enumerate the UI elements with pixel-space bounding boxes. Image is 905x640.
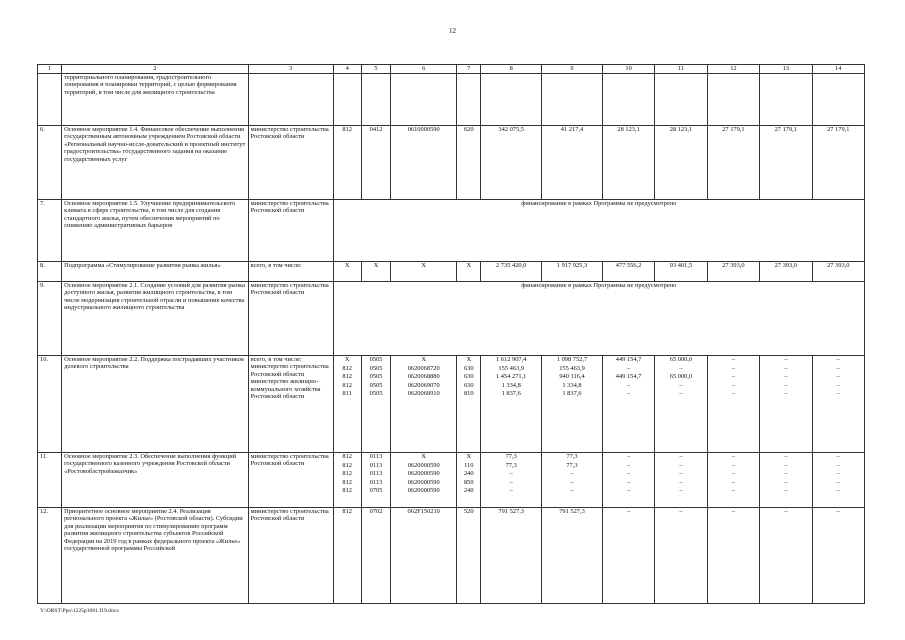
subrow-value: – xyxy=(731,356,735,363)
col-header: 2 xyxy=(62,65,249,74)
cell-value: 620 xyxy=(457,126,481,200)
cell-value: 27 179,1 xyxy=(760,126,812,200)
subrow-value: – xyxy=(679,364,683,372)
subrow-value: – xyxy=(679,470,683,477)
col-header: 10 xyxy=(602,65,654,74)
col-header: 6 xyxy=(391,65,457,74)
subrow-value: – xyxy=(731,390,735,397)
subrow-cells xyxy=(542,453,603,508)
subrow-cells xyxy=(602,356,654,453)
cell-value: 28 123,1 xyxy=(655,126,707,200)
subrow-value: 0620000590 xyxy=(407,470,440,477)
subrow-value: – xyxy=(509,478,513,486)
subrow-value: 240 xyxy=(463,487,474,494)
subrow-value: 812 xyxy=(342,453,352,460)
subrow-value: – xyxy=(731,373,735,380)
subrow-value: – xyxy=(836,356,840,363)
cell-value: 2 735 420,0 xyxy=(481,262,542,282)
executor-line: министерство жилищно-коммунального хозяйства Ростовской области xyxy=(250,378,321,401)
cell-value: 27 179,1 xyxy=(707,126,759,200)
cell-value: X xyxy=(361,262,390,282)
subrow-value: – xyxy=(836,461,840,469)
subrow-value: 1 837,6 xyxy=(501,390,521,397)
subrow-value: 1 612 907,4 xyxy=(496,356,527,363)
subrow-value: 0620000590 xyxy=(407,461,440,469)
table-row xyxy=(38,453,865,508)
subrow-cells xyxy=(602,453,654,508)
subrow-cells xyxy=(707,453,759,508)
subrow-value: 110 xyxy=(464,461,474,469)
cell-value: X xyxy=(333,262,361,282)
subrow-cells xyxy=(391,356,457,453)
cell-value: 520 xyxy=(457,508,481,604)
subrow-cells xyxy=(481,453,542,508)
subrow-value: – xyxy=(784,356,788,363)
subrow-value: 0505 xyxy=(369,356,383,363)
subrow-value: X xyxy=(421,356,427,363)
subrow-value: – xyxy=(679,461,683,469)
subrow-value: 1 334,8 xyxy=(501,381,521,389)
subrow-value: – xyxy=(836,487,840,494)
subrow-value: 0113 xyxy=(369,478,383,486)
cell-value: 812 xyxy=(333,126,361,200)
subrow-value: X xyxy=(466,453,472,460)
subrow-value: 0620000590 xyxy=(407,487,440,494)
subrow-value: – xyxy=(784,470,788,477)
cell-value: 27 393,0 xyxy=(812,262,865,282)
subrow-value: – xyxy=(731,487,735,494)
col-header: 3 xyxy=(248,65,333,74)
subrow-value: – xyxy=(836,478,840,486)
row-executor: министерство строительства Ростовской области xyxy=(248,126,333,200)
subrow-cells xyxy=(361,356,390,453)
subrow-value: 240 xyxy=(463,470,474,477)
row-executors xyxy=(248,356,333,453)
subrow-value: – xyxy=(836,453,840,460)
subrow-value: – xyxy=(626,478,631,486)
subrow-value: – xyxy=(784,461,788,469)
cell-value: 0412 xyxy=(361,126,390,200)
cell-value: 791 527,3 xyxy=(481,508,542,604)
cell-value: 93 401,5 xyxy=(655,262,707,282)
subrow-value: 77,3 xyxy=(505,461,517,469)
cell-value: 812 xyxy=(333,508,361,604)
subrow-cells xyxy=(655,356,707,453)
subrow-value: – xyxy=(509,470,513,477)
cell-value: – xyxy=(602,508,654,604)
subrow-value: 811 xyxy=(342,390,352,397)
subrow-value: 0505 xyxy=(369,373,383,380)
subrow-cells xyxy=(333,356,361,453)
row-name: Основное мероприятие 1.5. Улучшение предпринимательского климата в сфере строительства, в том числе для создания стандартного жилья, путем обеспечения мероприятий по снижению административных барьеров xyxy=(62,200,249,262)
row-number: 8. xyxy=(38,262,62,282)
subrow-value: – xyxy=(570,487,574,494)
subrow-value: – xyxy=(626,461,631,469)
cell-value: X xyxy=(391,262,457,282)
subrow-value: 0620068720 xyxy=(407,364,440,372)
subrow-value: 0705 xyxy=(369,487,383,494)
subrow-value: – xyxy=(836,470,840,477)
col-header: 7 xyxy=(457,65,481,74)
row-name: Основное мероприятие 1.4. Финансовое обеспечение выполнения государственным автономным учреждением Ростовской области «Региональный научно-иссле-довательский и проектный институт градостроительства» государственного задания на оказание государственных услуг xyxy=(62,126,249,200)
subrow-value: 1 334,8 xyxy=(562,381,582,389)
col-header: 12 xyxy=(707,65,759,74)
subrow-value: 1 098 752,7 xyxy=(556,356,588,363)
subrow-value: 0113 xyxy=(369,453,383,460)
row-number: 10. xyxy=(38,356,62,453)
subrow-value: 1 837,6 xyxy=(562,390,582,397)
row-number: 12. xyxy=(38,508,62,604)
subrow-value: – xyxy=(679,478,683,486)
subrow-value: 0620069070 xyxy=(407,381,440,389)
subrow-value: 812 xyxy=(342,364,352,372)
subrow-value: – xyxy=(731,381,735,389)
cell-value: X xyxy=(457,262,481,282)
cell-value: 791 527,3 xyxy=(542,508,603,604)
subrow-value: – xyxy=(836,381,840,389)
subrow-value: 155 463,9 xyxy=(498,364,524,372)
subrow-value: – xyxy=(784,381,788,389)
table-row xyxy=(38,508,865,604)
cell-value: – xyxy=(707,508,759,604)
row-executor: министерство строительства Ростовской области xyxy=(248,453,333,508)
col-header: 5 xyxy=(361,65,390,74)
subrow-value: X xyxy=(344,356,350,363)
subrow-cells xyxy=(333,453,361,508)
cell-value: 0702 xyxy=(361,508,390,604)
row-number xyxy=(38,74,62,126)
cell-value: 1 917 925,3 xyxy=(542,262,603,282)
subrow-value: 0505 xyxy=(369,390,383,397)
row-executor: всего, в том числе: xyxy=(248,262,333,282)
subrow-value: 77,3 xyxy=(566,461,578,469)
page-number: 12 xyxy=(449,27,456,35)
subrow-value: – xyxy=(784,364,788,372)
row-number: 6. xyxy=(38,126,62,200)
subrow-value: – xyxy=(836,390,840,397)
subrow-value: 449 154,7 xyxy=(615,373,642,380)
subrow-value: 630 xyxy=(463,373,474,380)
subrow-value: X xyxy=(421,453,427,460)
table-row xyxy=(38,200,865,262)
cell-value: 27 393,0 xyxy=(707,262,759,282)
budget-table xyxy=(37,64,865,604)
row-executor: министерство строительства Ростовской области xyxy=(248,282,333,356)
subrow-value: – xyxy=(731,461,735,469)
subrow-value: 0620068910 xyxy=(407,390,440,397)
executor-line: министерство строительства Ростовской области xyxy=(250,363,329,378)
subrow-cells xyxy=(457,356,481,453)
table-row xyxy=(38,356,865,453)
subrow-value: 0505 xyxy=(369,381,383,389)
executor-line: всего, в том числе: xyxy=(250,356,302,363)
cell-value: 27 179,1 xyxy=(812,126,865,200)
cell-value: – xyxy=(812,508,865,604)
row-executor: министерство строительства Ростовской области xyxy=(248,200,333,262)
cell-value: 41 217,4 xyxy=(542,126,603,200)
subrow-value: 77,3 xyxy=(505,453,517,460)
subrow-value: – xyxy=(679,453,683,460)
cell-value: 062F150210 xyxy=(391,508,457,604)
subrow-value: – xyxy=(784,453,788,460)
cell-value: 342 075,5 xyxy=(481,126,542,200)
col-header: 11 xyxy=(655,65,707,74)
subrow-value: 812 xyxy=(342,461,352,469)
header-row xyxy=(38,65,865,74)
row-name: Основное мероприятие 2.3. Обеспечение выполнения функций государственного казенного учреждения Ростовской области «Ростовоблстройзаказчик» xyxy=(62,453,249,508)
table-row xyxy=(38,282,865,356)
subrow-value: 65 000,0 xyxy=(669,373,693,380)
subrow-value: 65 000,0 xyxy=(669,356,693,363)
col-header: 4 xyxy=(333,65,361,74)
subrow-value: – xyxy=(509,487,513,494)
subrow-value: 850 xyxy=(463,478,474,486)
cell-value: 477 556,2 xyxy=(602,262,654,282)
subrow-value: 0505 xyxy=(369,364,383,372)
subrow-value: – xyxy=(626,364,631,372)
cell-value: – xyxy=(655,508,707,604)
row-number: 9. xyxy=(38,282,62,356)
subrow-value: – xyxy=(731,453,735,460)
subrow-value: – xyxy=(626,381,631,389)
subrow-cells xyxy=(655,453,707,508)
subrow-value: 77,3 xyxy=(566,453,578,460)
file-path-footer: Y:\ORST\Ppo\1225p1001.f19.docx xyxy=(40,608,120,614)
subrow-value: – xyxy=(731,478,735,486)
subrow-value: – xyxy=(626,453,631,460)
cell-value: – xyxy=(760,508,812,604)
subrow-value: 0620000590 xyxy=(407,478,440,486)
subrow-value: 449 154,7 xyxy=(615,356,642,363)
subrow-value: 810 xyxy=(463,390,474,397)
row-name: Приоритетное основное мероприятие 2.4. Реализация регионального проекта «Жилье» (Ростовской области). Субсидии для реализации мероприятия по стимулированию программ развития жилищного строительства субъектов Российской Федерации на 2019 год в рамках федерального проекта «Жилье» государственной программы Российской xyxy=(62,508,249,604)
subrow-cells xyxy=(760,453,812,508)
subrow-value: – xyxy=(626,487,631,494)
subrow-value: – xyxy=(570,478,574,486)
financing-note: финансирование в рамках Программы не предусмотрено xyxy=(333,282,864,356)
table-row xyxy=(38,262,865,282)
row-number: 7. xyxy=(38,200,62,262)
row-name: территориального планирования, градостроительного зонирования и планировки территорий, с целью формирования территорий, в том числе для жилищного строительства xyxy=(62,74,249,126)
subrow-cells xyxy=(812,356,865,453)
subrow-value: 0620068880 xyxy=(407,373,440,380)
subrow-value: 940 116,4 xyxy=(559,373,585,380)
subrow-value: – xyxy=(731,470,735,477)
subrow-value: – xyxy=(679,390,683,397)
subrow-value: 630 xyxy=(463,381,474,389)
subrow-value: X xyxy=(466,356,472,363)
col-header: 13 xyxy=(760,65,812,74)
row-name: Основное мероприятие 2.1. Создание условий для развития рынка доступного жилья, развития жилищного строительства, в том числе модернизация строительной отрасли и повышение качества индустриального жилищного строительства xyxy=(62,282,249,356)
col-header: 1 xyxy=(38,65,62,74)
cell-value: 28 123,1 xyxy=(602,126,654,200)
cell-value: 27 393,0 xyxy=(760,262,812,282)
subrow-value: 812 xyxy=(342,487,352,494)
row-name: Основное мероприятие 2.2. Поддержка пострадавших участников долевого строительства xyxy=(62,356,249,453)
subrow-value: 155 463,9 xyxy=(559,364,585,372)
col-header: 9 xyxy=(542,65,603,74)
subrow-cells xyxy=(760,356,812,453)
subrow-value: – xyxy=(626,470,631,477)
subrow-value: – xyxy=(679,381,683,389)
subrow-value: – xyxy=(836,364,840,372)
subrow-value: – xyxy=(784,390,788,397)
subrow-value: – xyxy=(731,364,735,372)
subrow-value: 1 454 271,1 xyxy=(496,373,527,380)
subrow-value: 630 xyxy=(463,364,474,372)
subrow-cells xyxy=(707,356,759,453)
subrow-value: 812 xyxy=(342,381,352,389)
subrow-value: 0113 xyxy=(369,470,383,477)
col-header: 14 xyxy=(812,65,865,74)
subrow-value: – xyxy=(679,487,683,494)
subrow-value: 812 xyxy=(342,478,352,486)
financing-note: финансирование в рамках Программы не предусмотрено xyxy=(333,200,864,262)
subrow-value: – xyxy=(784,373,788,380)
subrow-cells xyxy=(361,453,390,508)
subrow-value: – xyxy=(784,487,788,494)
cell-value: 0610000590 xyxy=(391,126,457,200)
subrow-value: 812 xyxy=(342,470,352,477)
subrow-cells xyxy=(391,453,457,508)
subrow-cells xyxy=(481,356,542,453)
subrow-cells xyxy=(542,356,603,453)
subrow-value: – xyxy=(784,478,788,486)
subrow-value: – xyxy=(626,390,631,397)
row-executor: министерство строительства Ростовской области xyxy=(248,508,333,604)
subrow-cells xyxy=(812,453,865,508)
subrow-value: 0113 xyxy=(369,461,383,469)
table-row xyxy=(38,126,865,200)
subrow-value: 812 xyxy=(342,373,352,380)
subrow-value: – xyxy=(836,373,840,380)
row-number: 11. xyxy=(38,453,62,508)
table-row xyxy=(38,74,865,126)
subrow-cells xyxy=(457,453,481,508)
row-name: Подпрограмма «Стимулирование развития рынка жилья» xyxy=(62,262,249,282)
col-header: 8 xyxy=(481,65,542,74)
subrow-value: – xyxy=(570,470,574,477)
